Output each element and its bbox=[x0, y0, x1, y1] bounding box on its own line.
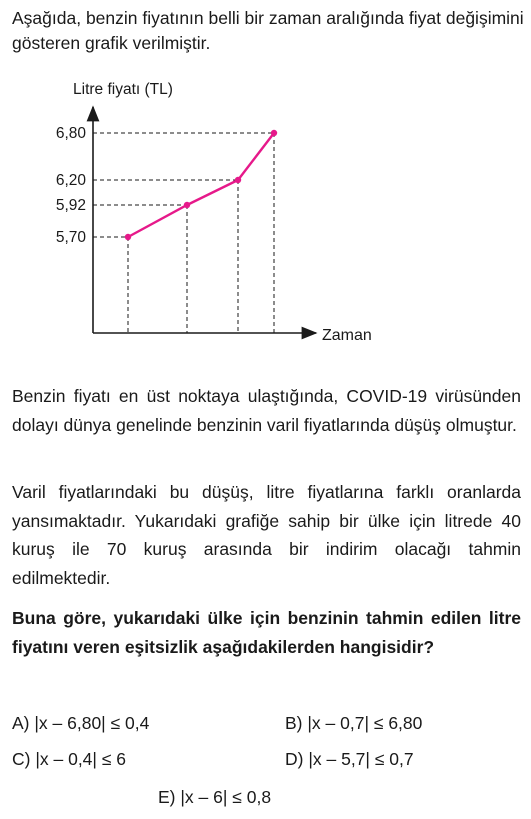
data-point bbox=[271, 130, 277, 136]
option-c[interactable]: C) |x – 0,4| ≤ 6 bbox=[12, 749, 127, 769]
question-text: Buna göre, yukarıdaki ülke için benzinin tahmin edilen litre fiyatını veren eşitsizlik aşağıdakilerden hangisidir? bbox=[12, 608, 521, 657]
data-point bbox=[235, 177, 241, 183]
option-d[interactable]: D) |x – 5,7| ≤ 0,7 bbox=[285, 749, 414, 769]
y-tick-label: 5,70 bbox=[55, 229, 86, 246]
data-point bbox=[184, 202, 190, 208]
paragraph-2: Varil fiyatlarındaki bu düşüş, litre fiyatlarına farklı oranlarda yansımaktadır. Yukarıdaki grafiğe sahip bir ülke için litrede 40 kuruş ile 70 kuruş arasında bir indirim olacağı tahmin edilmektedir. bbox=[12, 482, 521, 588]
y-axis-label: Litre fiyatı (TL) bbox=[73, 81, 173, 98]
intro-text: Aşağıda, benzin fiyatının belli bir zaman aralığında fiyat değişimini gösteren grafik verilmiştir. bbox=[12, 8, 524, 53]
price-chart bbox=[0, 70, 531, 375]
series-line bbox=[128, 133, 274, 237]
y-tick-label: 5,92 bbox=[55, 197, 86, 214]
paragraph-1: Benzin fiyatı en üst noktaya ulaştığında, COVID-19 virüsünden dolayı dünya genelinde benzinin varil fiyatlarında düşüş olmuştur. bbox=[12, 386, 521, 435]
x-axis-label: Zaman bbox=[322, 327, 372, 344]
option-b[interactable]: B) |x – 0,7| ≤ 6,80 bbox=[285, 713, 423, 733]
y-tick-label: 6,80 bbox=[55, 125, 86, 142]
y-tick-label: 6,20 bbox=[55, 172, 86, 189]
option-e[interactable]: E) |x – 6| ≤ 0,8 bbox=[158, 787, 272, 807]
data-point bbox=[125, 234, 131, 240]
option-a[interactable]: A) |x – 6,80| ≤ 0,4 bbox=[12, 713, 150, 733]
